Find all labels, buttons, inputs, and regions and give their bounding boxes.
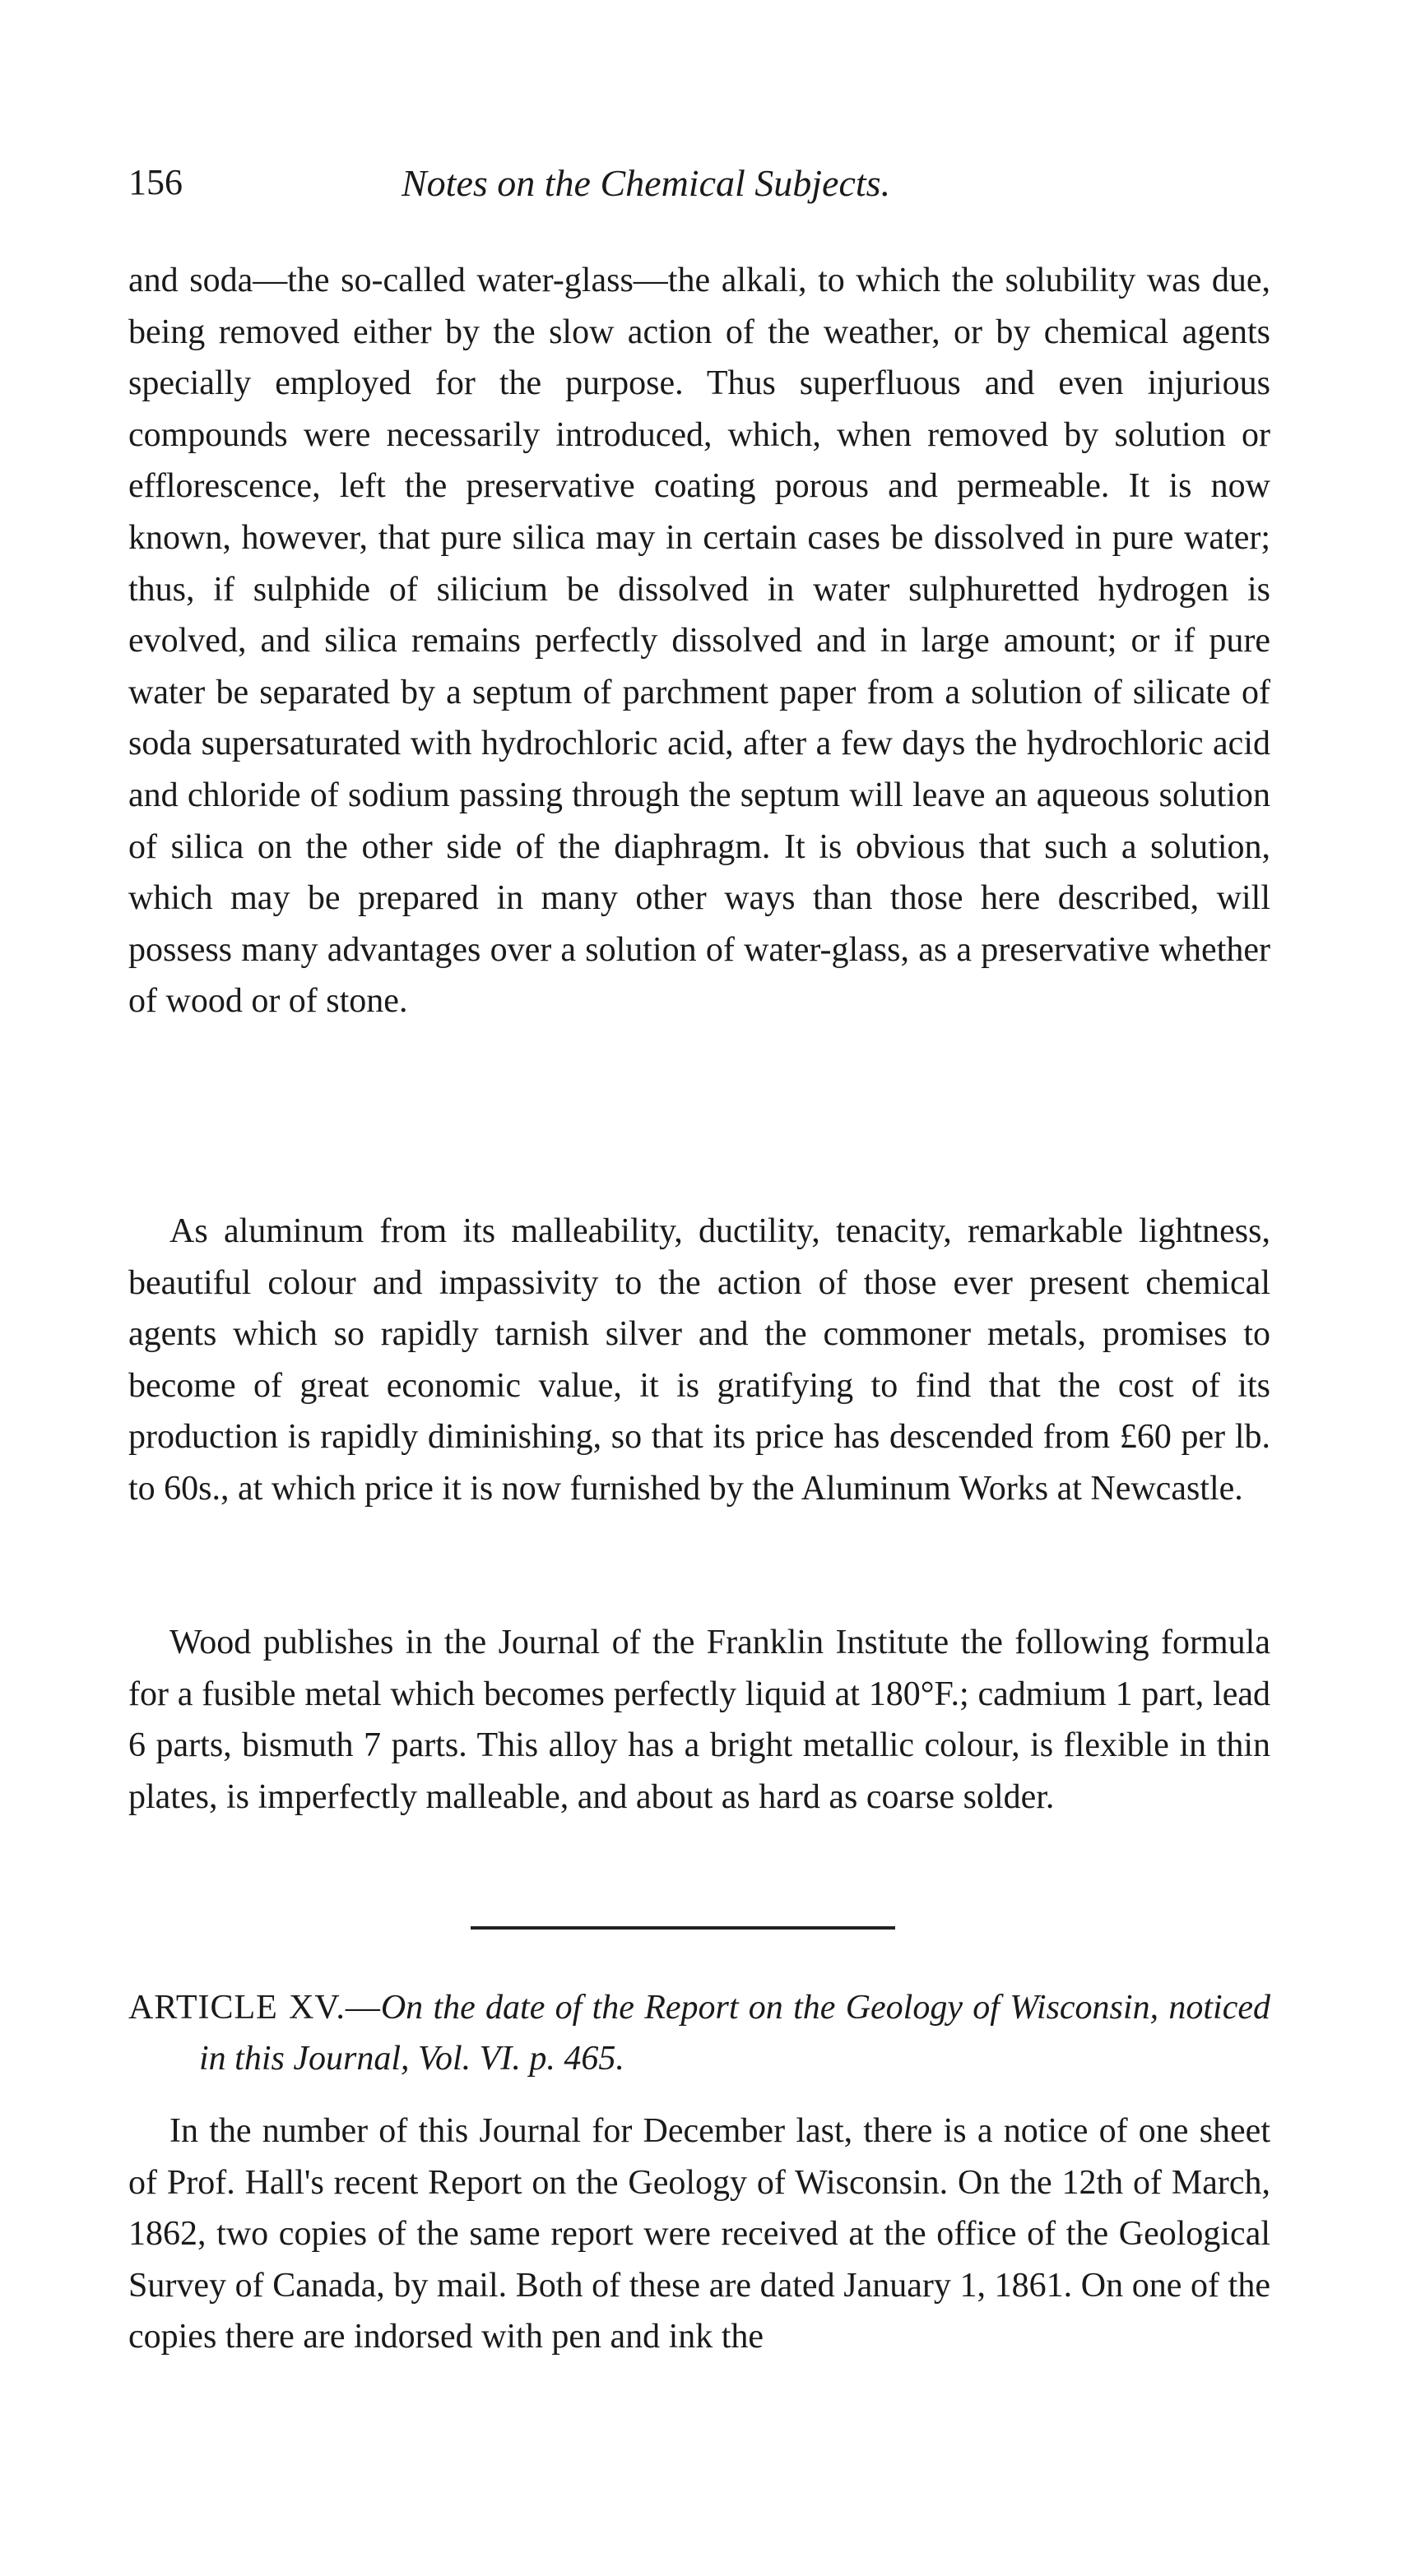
article-heading — [128, 1982, 1270, 2084]
running-title: Notes on the Chemical Subjects. — [402, 162, 891, 204]
paragraph-geology-report: In the number of this Journal for December last, there is a notice of one sheet of Prof. Hall's recent Report on the Geology of Wisconsin. On the 12th of March, 1862, two copies of the same report were received at the office of the Geological Survey of Canada, by mail. Both of these are dated January 1, 1861. On one of the copies there are indorsed with pen and ink the — [128, 2112, 1270, 2356]
paragraph-water-glass: and soda—the so-called water-glass—the alkali, to which the solubility was due, being removed either by the slow action of the weather, or by chemical agents specially employed for the purpose. Thus superfluous and even injurious compounds were necessarily introduced, which, when removed by solution or efflorescence, left the preservative coating porous and permeable. It is now known, however, that pure silica may in certain cases be dissolved in pure water; thus, if sulphide of silicium be dissolved in water sulphuretted hydrogen is evolved, and silica remains perfectly dissolved and in large amount; or if pure water be separated by a septum of parchment paper from a solution of silicate of soda supersaturated with hydrochloric acid, after a few days the hydrochloric acid and chloride of sodium passing through the septum will leave an aqueous solution of silica on the other side of the diaphragm. It is obvious that such a solution, which may be prepared in many other ways than those here described, will possess many advantages over a solution of water-glass, as a preservative whether of wood or of stone. — [128, 262, 1270, 1021]
article-title: On the date of the Report on the Geology of Wisconsin, noticed in this Journal, Vol. VI. p. 465. — [199, 1989, 1270, 2078]
article-label: ARTICLE XV.— — [128, 1989, 381, 2027]
page-header — [128, 161, 1272, 219]
section-divider — [471, 1926, 895, 1930]
paragraph-fusible-metal: Wood publishes in the Journal of the Franklin Institute the following formula for a fusible metal which becomes perfectly liquid at 180°F.; cadmium 1 part, lead 6 parts, bismuth 7 parts. This alloy has a bright metallic colour, is flexible in thin plates, is imperfectly malleable, and about as hard as coarse solder. — [128, 1624, 1270, 1816]
page-number: 156 — [128, 162, 183, 202]
paragraph-aluminum: As aluminum from its malleability, ductility, tenacity, remarkable lightness, beautiful colour and impassivity to the action of those ever present chemical agents which so rapidly tarnish silver and the commoner metals, promises to become of great economic value, it is gratifying to find that the cost of its production is rapidly diminishing, so that its price has descended from £60 per lb. to 60s., at which price it is now furnished by the Aluminum Works at Newcastle. — [128, 1212, 1270, 1508]
